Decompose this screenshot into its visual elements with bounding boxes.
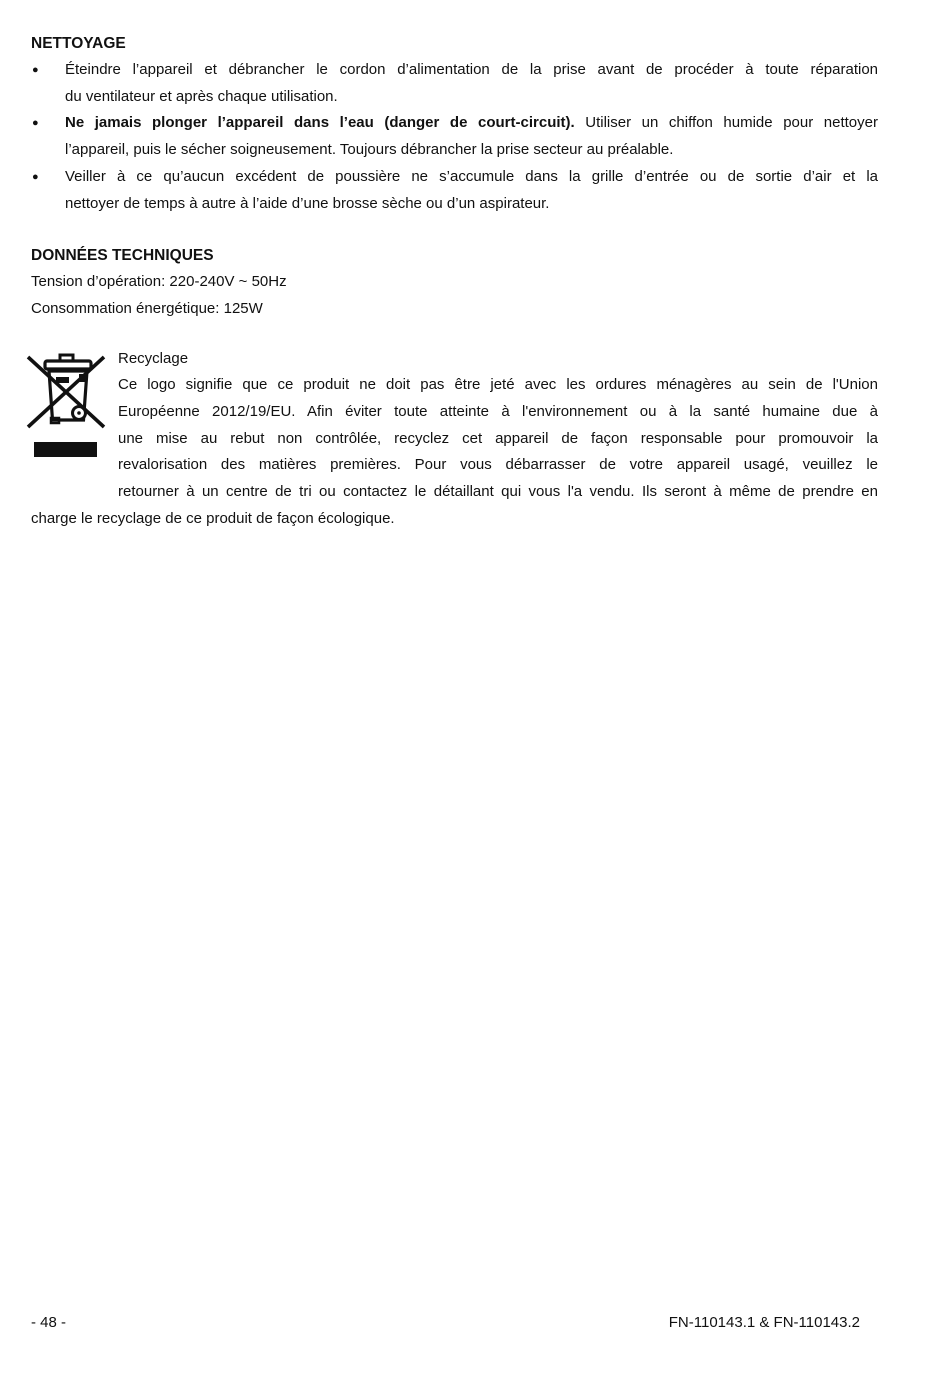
paragraph-line: charge le recyclage de ce produit de façon écologique. — [31, 509, 395, 527]
bullet-marker: ● — [32, 117, 39, 130]
bullet-item — [31, 110, 878, 163]
section-donnees-techniques — [31, 242, 878, 322]
section-recyclage — [31, 346, 878, 533]
paragraph-line: revalorisation des matières premières. Pour vous débarrasser de votre appareil usagé, veuillez le — [118, 456, 878, 474]
paragraph-line: Éteindre l’appareil et débrancher le cordon d’alimentation de la prise avant de procéder à toute réparation — [65, 61, 878, 78]
tech-spec-power: Consommation énergétique: 125W — [31, 299, 263, 317]
page-footer — [31, 1309, 860, 1336]
bullet-marker: ● — [32, 170, 39, 183]
document-reference: FN-110143.1 & FN-110143.2 — [668, 1314, 860, 1331]
bullet-item — [31, 57, 878, 110]
recycling-title: Recyclage — [118, 349, 189, 367]
paragraph-line: du ventilateur et après chaque utilisation. — [65, 87, 338, 105]
paragraph-line: nettoyer de temps à autre à l’aide d’une brosse sèche ou d’un aspirateur. — [65, 194, 550, 212]
bullet-item — [31, 164, 878, 217]
paragraph-line: Veiller à ce qu’aucun excédent de poussière ne s’accumule dans la grille d’entrée ou de sortie d’air et la — [65, 167, 878, 185]
bullet-marker: ● — [32, 64, 39, 76]
paragraph-line — [65, 110, 878, 137]
paragraph-text: Utiliser un chiffon humide pour nettoyer — [574, 114, 878, 132]
paragraph-line: Ce logo signifie que ce produit ne doit pas être jeté avec les ordures ménagères au sein de l'Union — [118, 376, 878, 394]
paragraph-line: retourner à un centre de tri ou contactez le détaillant qui vous l'a vendu. Ils seront à même de prendre en — [118, 483, 878, 501]
bold-warning-text: Ne jamais plonger l’appareil dans l’eau (danger de court-circuit). — [65, 114, 575, 132]
weee-bin-icon — [31, 346, 118, 480]
section-heading-donnees: DONNÉES TECHNIQUES — [31, 247, 214, 265]
tech-spec-voltage: Tension d’opération: 220-240V ~ 50Hz — [31, 273, 287, 291]
page-number: - 48 - — [31, 1314, 67, 1331]
page-content — [31, 30, 878, 533]
paragraph-line: l’appareil, puis le sécher soigneusement. Toujours débrancher la prise secteur au préalable. — [65, 141, 674, 159]
paragraph-line: Européenne 2012/19/EU. Afin éviter toute atteinte à l'environnement ou à la santé humaine due à — [118, 403, 878, 421]
section-heading-nettoyage: NETTOYAGE — [31, 35, 126, 52]
paragraph-line: une mise au rebut non contrôlée, recyclez cet appareil de façon responsable pour promouvoir la — [118, 429, 878, 447]
